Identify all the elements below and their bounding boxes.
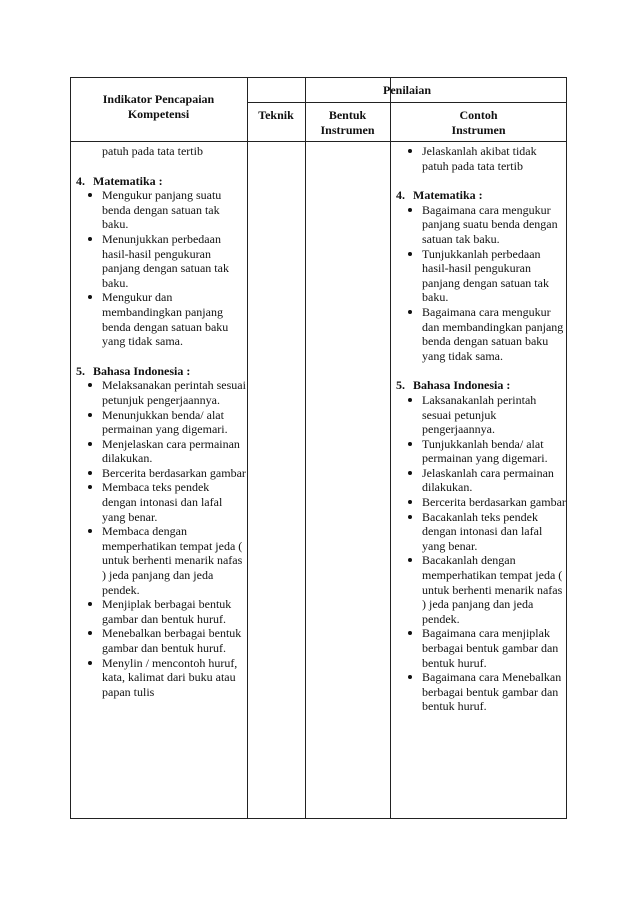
section-title: Matematika : [93, 173, 163, 188]
list-item: Menjiplak berbagai bentuk gambar dan bentuk huruf. [76, 597, 246, 626]
column-divider-1 [247, 77, 248, 819]
list-item: Bercerita berdasarkan gambar [396, 495, 566, 510]
list-item: Menjelaskan cara permainan dilakukan. [76, 437, 246, 466]
header-bentuk-line1: Bentuk [328, 108, 367, 122]
header-indikator [70, 92, 247, 121]
indikator-bahasa-list [76, 378, 246, 699]
list-item: Melaksanakan perintah sesuai petunjuk pengerjaannya. [76, 378, 246, 407]
header-contoh-line1: Contoh [459, 108, 498, 122]
header-divider [70, 141, 567, 142]
contoh-matematika-list [396, 203, 566, 364]
list-item: Menunjukkan perbedaan hasil-hasil pengukuran panjang dengan satuan tak baku. [76, 232, 246, 290]
list-item: Tunjukkanlah benda/ alat permainan yang digemari. [396, 437, 566, 466]
indikator-matematika-list [76, 188, 246, 349]
table-border-right [566, 77, 567, 819]
header-indikator-line2: Kompetensi [127, 106, 190, 121]
list-item: Bagaimana cara mengukur dan membandingkan panjang benda dengan satuan baku yang tidak sama. [396, 305, 566, 363]
indikator-carry-over: patuh pada tata tertib [102, 144, 203, 158]
contoh-carry-over-list [396, 144, 566, 173]
header-bentuk-line2: Instrumen [320, 122, 375, 137]
list-item: Tunjukkanlah perbedaan hasil-hasil pengukuran panjang dengan satuan tak baku. [396, 247, 566, 305]
list-item: Laksanakanlah perintah sesuai petunjuk pengerjaannya. [396, 393, 566, 437]
contoh-column [396, 144, 566, 714]
list-item: Bagaimana cara menjiplak berbagai bentuk gambar dan bentuk huruf. [396, 626, 566, 670]
list-item: Bacakanlah dengan memperhatikan tempat jeda ( untuk berhenti menarik nafas ) jeda panjang dan jeda pendek. [396, 553, 566, 626]
indikator-section-matematika [76, 174, 246, 189]
header-contoh-line2: Instrumen [451, 122, 506, 137]
header-teknik: Teknik [258, 108, 294, 122]
section-title: Bahasa Indonesia : [93, 363, 191, 378]
list-item: Mengukur dan membandingkan panjang benda dengan satuan baku yang tidak sama. [76, 290, 246, 348]
list-item: Menebalkan berbagai bentuk gambar dan bentuk huruf. [76, 626, 246, 655]
list-item: Membaca dengan memperhatikan tempat jeda ( untuk berhenti menarik nafas ) jeda panjang dan jeda pendek. [76, 524, 246, 597]
list-item: Bacakanlah teks pendek dengan intonasi dan lafal yang benar. [396, 510, 566, 554]
header-indikator-line1: Indikator Pencapaian [102, 92, 215, 106]
section-title: Matematika : [413, 188, 483, 203]
list-item: Bagaimana cara Menebalkan berbagai bentuk gambar dan bentuk huruf. [396, 670, 566, 714]
list-item: Bagaimana cara mengukur panjang suatu benda dengan satuan tak baku. [396, 203, 566, 247]
table-border-top [70, 77, 567, 78]
list-item: Mengukur panjang suatu benda dengan satuan tak baku. [76, 188, 246, 232]
table-border-bottom [70, 818, 567, 819]
list-item: Menylin / mencontoh huruf, kata, kalimat dari buku atau papan tulis [76, 656, 246, 700]
header-penilaian: Penilaian [382, 83, 431, 97]
list-item: Menunjukkan benda/ alat permainan yang digemari. [76, 408, 246, 437]
header-contoh-instrumen [390, 108, 567, 137]
section-number: 4. [396, 188, 405, 203]
list-item: Jelaskanlah akibat tidak patuh pada tata tertib [396, 144, 566, 173]
section-number: 5. [76, 363, 85, 378]
contoh-section-matematika [396, 188, 566, 203]
header-bentuk-instrumen [305, 108, 390, 137]
contoh-section-bahasa-indonesia [396, 378, 566, 393]
assessment-table [70, 77, 567, 819]
indikator-column [76, 144, 246, 699]
section-number: 5. [396, 378, 405, 393]
section-number: 4. [76, 173, 85, 188]
column-divider-3 [390, 77, 391, 819]
list-item: Bercerita berdasarkan gambar [76, 466, 246, 481]
section-title: Bahasa Indonesia : [413, 378, 511, 393]
table-border-left [70, 77, 71, 819]
contoh-bahasa-list [396, 393, 566, 714]
indikator-section-bahasa-indonesia [76, 364, 246, 379]
list-item: Membaca teks pendek dengan intonasi dan lafal yang benar. [76, 480, 246, 524]
list-item: Jelaskanlah cara permainan dilakukan. [396, 466, 566, 495]
column-divider-2 [305, 77, 306, 819]
penilaian-divider [247, 102, 567, 103]
